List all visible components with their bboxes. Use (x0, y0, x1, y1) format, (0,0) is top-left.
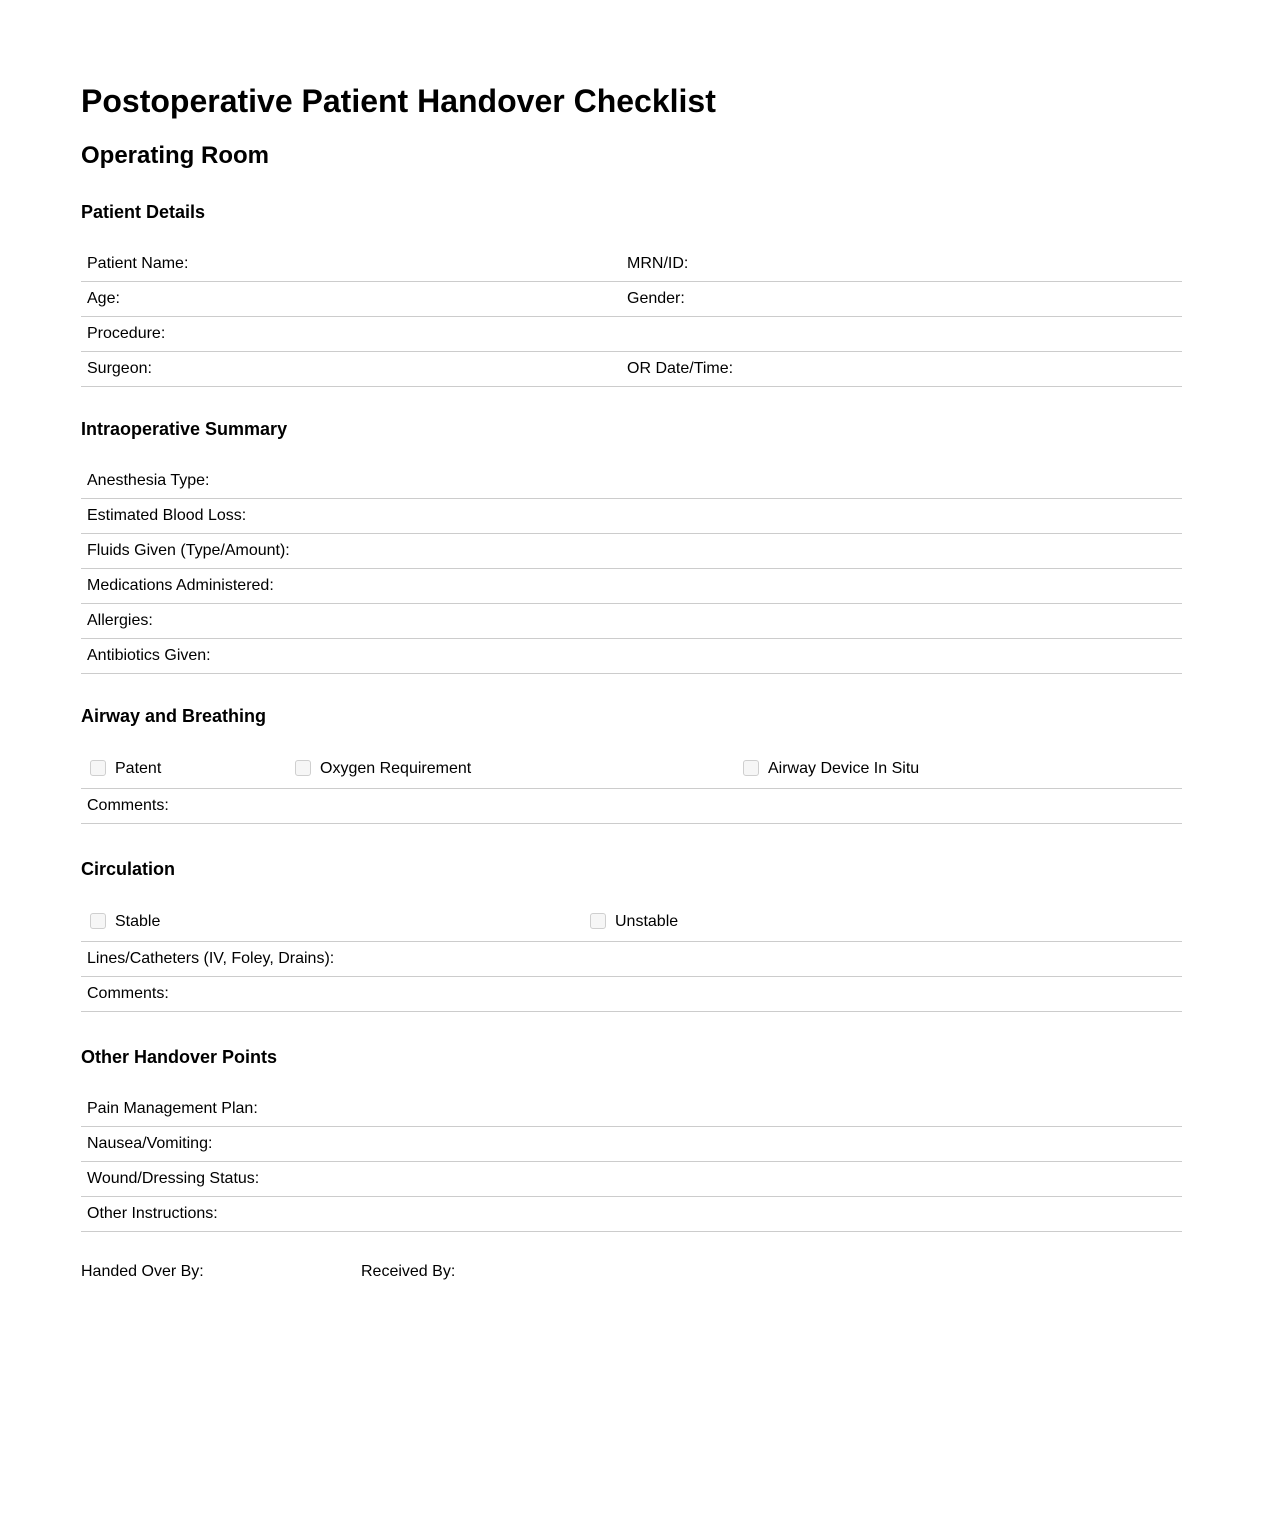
table-row (81, 282, 1182, 317)
anesthesia-type-field[interactable]: Anesthesia Type: (81, 464, 1182, 499)
table-row (81, 977, 1182, 1012)
table-row (81, 1197, 1182, 1232)
circulation-section (81, 858, 1182, 1012)
mrn-id-field[interactable]: MRN/ID: (621, 247, 1182, 282)
section-heading: Intraoperative Summary (81, 419, 288, 439)
circulation-comments-field[interactable]: Comments: (81, 977, 1182, 1012)
airway-comments-field[interactable]: Comments: (81, 789, 1182, 824)
table-row (81, 753, 1182, 789)
allergies-field[interactable]: Allergies: (81, 604, 1182, 639)
medications-administered-field[interactable]: Medications Administered: (81, 569, 1182, 604)
checkbox-label: Airway Device In Situ (768, 760, 920, 777)
page-subtitle: Operating Room (81, 142, 270, 169)
estimated-blood-loss-field[interactable]: Estimated Blood Loss: (81, 499, 1182, 534)
intraoperative-summary-section (81, 418, 1182, 674)
table-row (81, 534, 1182, 569)
airway-device-checkbox-item[interactable] (740, 759, 919, 779)
table-row (81, 639, 1182, 674)
table-row (81, 906, 1182, 942)
patient-name-field[interactable]: Patient Name: (81, 247, 621, 282)
checkbox-label: Unstable (615, 913, 679, 930)
unstable-checkbox-item[interactable] (587, 912, 678, 932)
wound-dressing-field[interactable]: Wound/Dressing Status: (81, 1162, 1182, 1197)
table-row (81, 464, 1182, 499)
nausea-vomiting-field[interactable]: Nausea/Vomiting: (81, 1127, 1182, 1162)
airway-breathing-section (81, 705, 1182, 824)
handed-over-by-field[interactable]: Handed Over By: (81, 1263, 204, 1280)
unstable-checkbox[interactable] (590, 913, 606, 929)
patient-details-section (81, 201, 1182, 387)
table-row (81, 1092, 1182, 1127)
checkbox-label: Stable (115, 913, 161, 930)
table-row (81, 569, 1182, 604)
table-row (81, 247, 1182, 282)
patent-checkbox-item[interactable] (87, 759, 161, 779)
table-row (81, 1162, 1182, 1197)
oxygen-requirement-checkbox[interactable] (295, 760, 311, 776)
checkbox-label: Patent (115, 760, 162, 777)
patent-checkbox[interactable] (90, 760, 106, 776)
other-handover-table (81, 1092, 1182, 1232)
fluids-given-field[interactable]: Fluids Given (Type/Amount): (81, 534, 1182, 569)
antibiotics-given-field[interactable]: Antibiotics Given: (81, 639, 1182, 674)
section-heading: Airway and Breathing (81, 706, 267, 726)
table-row (81, 317, 1182, 352)
oxygen-requirement-checkbox-item[interactable] (292, 759, 471, 779)
airway-table (81, 753, 1182, 824)
section-heading: Other Handover Points (81, 1047, 278, 1067)
pain-management-field[interactable]: Pain Management Plan: (81, 1092, 1182, 1127)
age-field[interactable]: Age: (81, 282, 621, 317)
other-handover-section (81, 1046, 1182, 1232)
table-row (81, 942, 1182, 977)
table-row (81, 1127, 1182, 1162)
table-row (81, 352, 1182, 387)
section-heading: Circulation (81, 859, 176, 879)
stable-checkbox[interactable] (90, 913, 106, 929)
circulation-table (81, 906, 1182, 1012)
section-heading: Patient Details (81, 202, 206, 222)
page-title: Postoperative Patient Handover Checklist (81, 83, 716, 119)
table-row (81, 789, 1182, 824)
received-by-field[interactable]: Received By: (361, 1263, 456, 1280)
table-row (81, 604, 1182, 639)
other-instructions-field[interactable]: Other Instructions: (81, 1197, 1182, 1232)
intraoperative-summary-table (81, 464, 1182, 674)
gender-field[interactable]: Gender: (621, 282, 1182, 317)
empty-cell (621, 317, 1182, 352)
patient-details-table (81, 247, 1182, 387)
or-datetime-field[interactable]: OR Date/Time: (621, 352, 1182, 387)
checkbox-label: Oxygen Requirement (320, 760, 472, 777)
stable-checkbox-item[interactable] (87, 912, 160, 932)
lines-catheters-field[interactable]: Lines/Catheters (IV, Foley, Drains): (81, 942, 1182, 977)
table-row (81, 499, 1182, 534)
airway-device-checkbox[interactable] (743, 760, 759, 776)
surgeon-field[interactable]: Surgeon: (81, 352, 621, 387)
procedure-field[interactable]: Procedure: (81, 317, 621, 352)
